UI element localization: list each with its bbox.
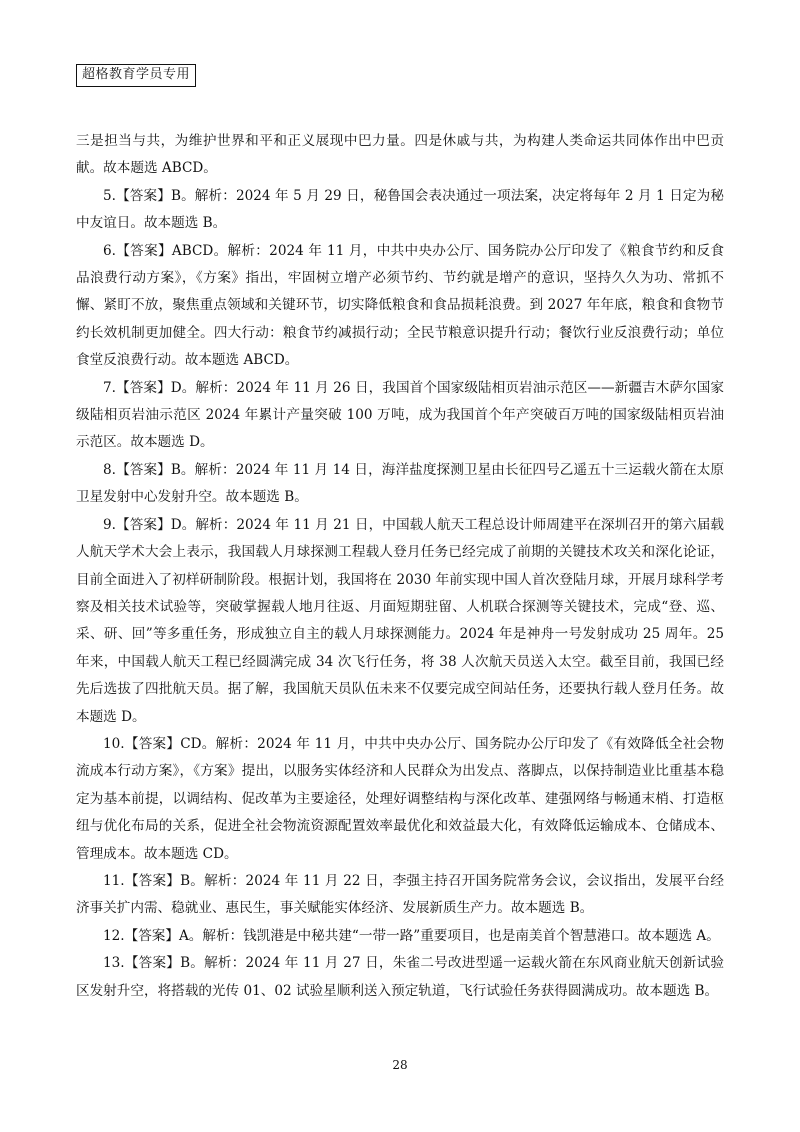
paragraph-continuation: 三是担当与共，为维护世界和平和正义展现中巴力量。四是休戚与共，为构建人类命运共同体作出中巴贡献。故本题选 ABCD。 — [76, 133, 724, 177]
answer-item-12: 12.【答案】A。解析：钱凯港是中秘共建“一带一路”重要项目，也是南美首个智慧港口。故本题选 A。 — [103, 927, 720, 944]
document-body — [76, 128, 724, 1005]
answer-item-6: 6.【答案】ABCD。解析：2024 年 11 月，中共中央办公厅、国务院办公厅印发了《粮食节约和反食品浪费行动方案》，《方案》指出，牢固树立增产必须节约、节约就是增产的意识，坚持久久为功、常抓不懈、紧盯不放，聚焦重点领域和关键环节，切实降低粮食和食品损耗浪费。到 2027 年年底，粮食和食物节约长效机制更加健全。四大行动：粮食节约减损行动；全民节粮意识提升行动；餐饮行业反浪费行动；单位食堂反浪费行动。故本题选 ABCD。 — [76, 242, 724, 369]
header-label: 超格教育学员专用 — [76, 64, 196, 87]
page-number: 28 — [392, 1058, 408, 1072]
answer-item-9: 9.【答案】D。解析：2024 年 11 月 21 日，中国载人航天工程总设计师周建平在深圳召开的第六届载人航天学术大会上表示，我国载人月球探测工程载人登月任务已经完成了前期的关键技术攻关和深化论证，目前全面进入了初样研制阶段。根据计划，我国将在 2030 年前实现中国人首次登陆月球，开展月球科学考察及相关技术试验等，突破掌握载人地月往返、月面短期驻留、人机联合探测等关键技术，完成“登、巡、采、研、回”等多重任务，形成独立自主的载人月球探测能力。2024 年是神舟一号发射成功 25 周年。25 年来，中国载人航天工程已经圆满完成 34 次飞行任务，将 38 人次航天员送入太空。截至目前，我国已经先后选拔了四批航天员。据了解，我国航天员队伍未来不仅要完成空间站任务，还要执行载人登月任务。故本题选 D。 — [76, 516, 724, 725]
answer-item-5: 5.【答案】B。解析：2024 年 5 月 29 日，秘鲁国会表决通过一项法案，决定将每年 2 月 1 日定为秘中友谊日。故本题选 B。 — [76, 187, 724, 232]
answer-item-8: 8.【答案】B。解析：2024 年 11 月 14 日，海洋盐度探测卫星由长征四号乙遥五十三运载火箭在太原卫星发射中心发射升空。故本题选 B。 — [76, 461, 724, 506]
answer-item-10: 10.【答案】CD。解析：2024 年 11 月，中共中央办公厅、国务院办公厅印发了《有效降低全社会物流成本行动方案》，《方案》提出，以服务实体经济和人民群众为出发点、落脚点，以保持制造业比重基本稳定为基本前提，以调结构、促改革为主要途径，处理好调整结构与深化改革、建强网络与畅通末梢、打造枢纽与优化布局的关系，促进全社会物流资源配置效率最优化和效益最大化，有效降低运输成本、仓储成本、管理成本。故本题选 CD。 — [76, 735, 724, 862]
answer-item-7: 7.【答案】D。解析：2024 年 11 月 26 日，我国首个国家级陆相页岩油示范区——新疆吉木萨尔国家级陆相页岩油示范区 2024 年累计产量突破 100 万吨，成为我国首个年产突破百万吨的国家级陆相页岩油示范区。故本题选 D。 — [76, 379, 724, 451]
answer-item-13: 13.【答案】B。解析：2024 年 11 月 27 日，朱雀二号改进型遥一运载火箭在东风商业航天创新试验区发射升空，将搭载的光传 01、02 试验星顺利送入预定轨道，飞行试验任务获得圆满成功。故本题选 B。 — [76, 955, 724, 999]
answer-item-11: 11.【答案】B。解析：2024 年 11 月 22 日，李强主持召开国务院常务会议，会议指出，发展平台经济事关扩内需、稳就业、惠民生，事关赋能实体经济、发展新质生产力。故本题选 B。 — [76, 872, 724, 917]
